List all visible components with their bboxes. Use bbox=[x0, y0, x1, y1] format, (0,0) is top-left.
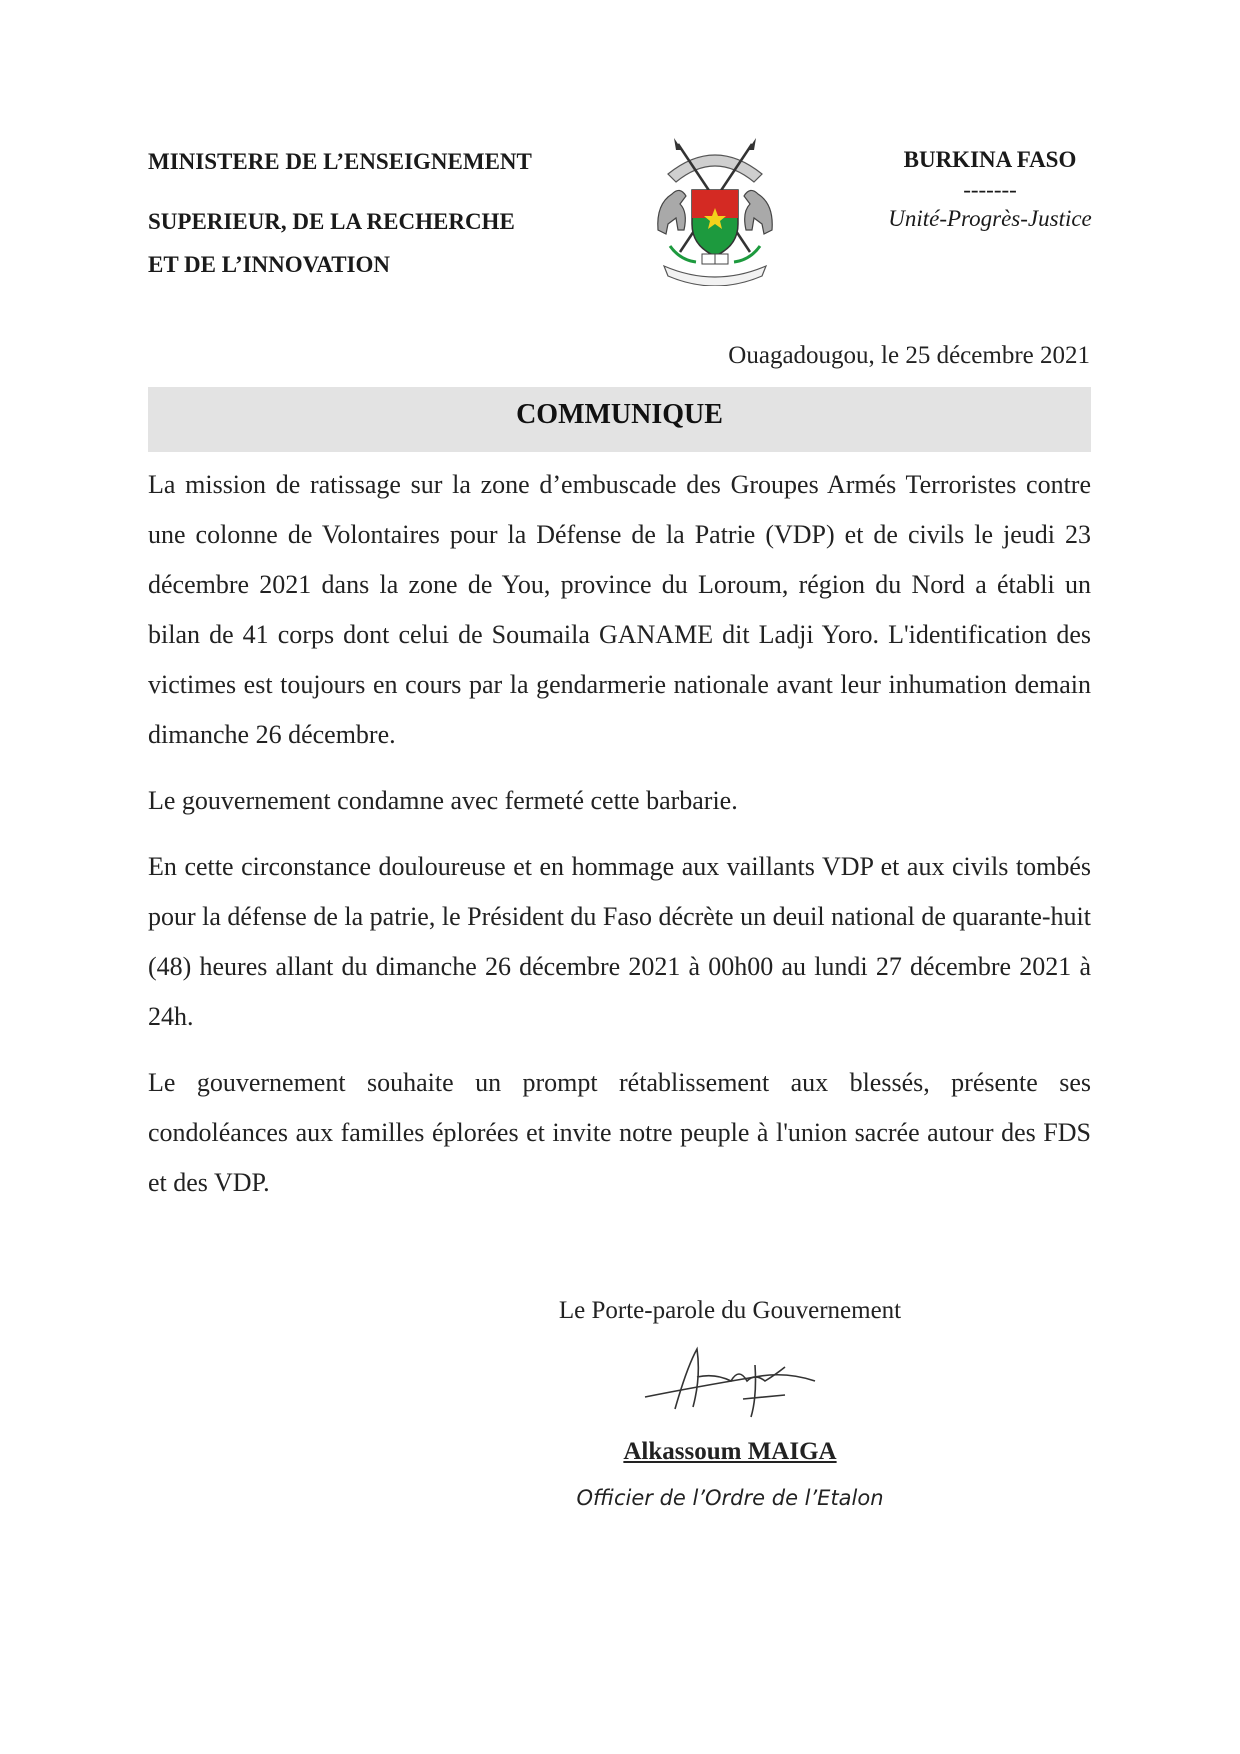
country-header bbox=[860, 144, 1120, 234]
country-name: BURKINA FASO bbox=[903, 147, 1077, 172]
date-line: Ouagadougou, le 25 décembre 2021 bbox=[728, 342, 1090, 369]
title-banner bbox=[148, 387, 1091, 452]
paragraph-2: Le gouvernement condamne avec fermeté cette barbarie. bbox=[148, 786, 738, 815]
ministry-header bbox=[148, 140, 608, 286]
signatory-name: Alkassoum MAIGA bbox=[623, 1438, 837, 1465]
signatory-title: Le Porte-parole du Gouvernement bbox=[558, 1297, 902, 1324]
signature-block bbox=[500, 1293, 960, 1513]
paragraph-4: Le gouvernement souhaite un prompt rétablissement aux blessés, présente ses condoléances aux familles éplorées et invite notre peuple à l'union sacrée autour des FDS et des VDP. bbox=[148, 1068, 1091, 1197]
coat-of-arms-icon bbox=[650, 134, 780, 286]
ministry-line-2: SUPERIEUR, DE LA RECHERCHE bbox=[148, 209, 515, 234]
national-motto: Unité-Progrès-Justice bbox=[888, 206, 1092, 231]
page-title: COMMUNIQUE bbox=[516, 399, 723, 430]
communique-body bbox=[148, 460, 1091, 1224]
paragraph-1: La mission de ratissage sur la zone d’embuscade des Groupes Armés Terroristes contre une colonne de Volontaires pour la Défense de la Patrie (VDP) et de civils le jeudi 23 décembre 2021 dans la zone de You, province du Loroum, région du Nord a établi un bilan de 41 corps dont celui de Soumaila GANAME dit Ladji Yoro. L'identification des victimes est toujours en cours par la gendarmerie nationale avant leur inhumation demain dimanche 26 décembre. bbox=[148, 470, 1091, 749]
header-separator: ------- bbox=[963, 177, 1017, 202]
paragraph-3: En cette circonstance douloureuse et en hommage aux vaillants VDP et aux civils tombés pour la défense de la patrie, le Président du Faso décrète un deuil national de quarante-huit (48) heures allant du dimanche 26 décembre 2021 à 00h00 au lundi 27 décembre 2021 à 24h. bbox=[148, 852, 1091, 1031]
signatory-distinction: Officier de l’Ordre de l’Etalon bbox=[576, 1486, 884, 1510]
ministry-line-1: MINISTERE DE L’ENSEIGNEMENT bbox=[148, 149, 532, 174]
handwritten-signature-icon bbox=[635, 1337, 825, 1421]
ministry-line-3: ET DE L’INNOVATION bbox=[148, 252, 391, 277]
